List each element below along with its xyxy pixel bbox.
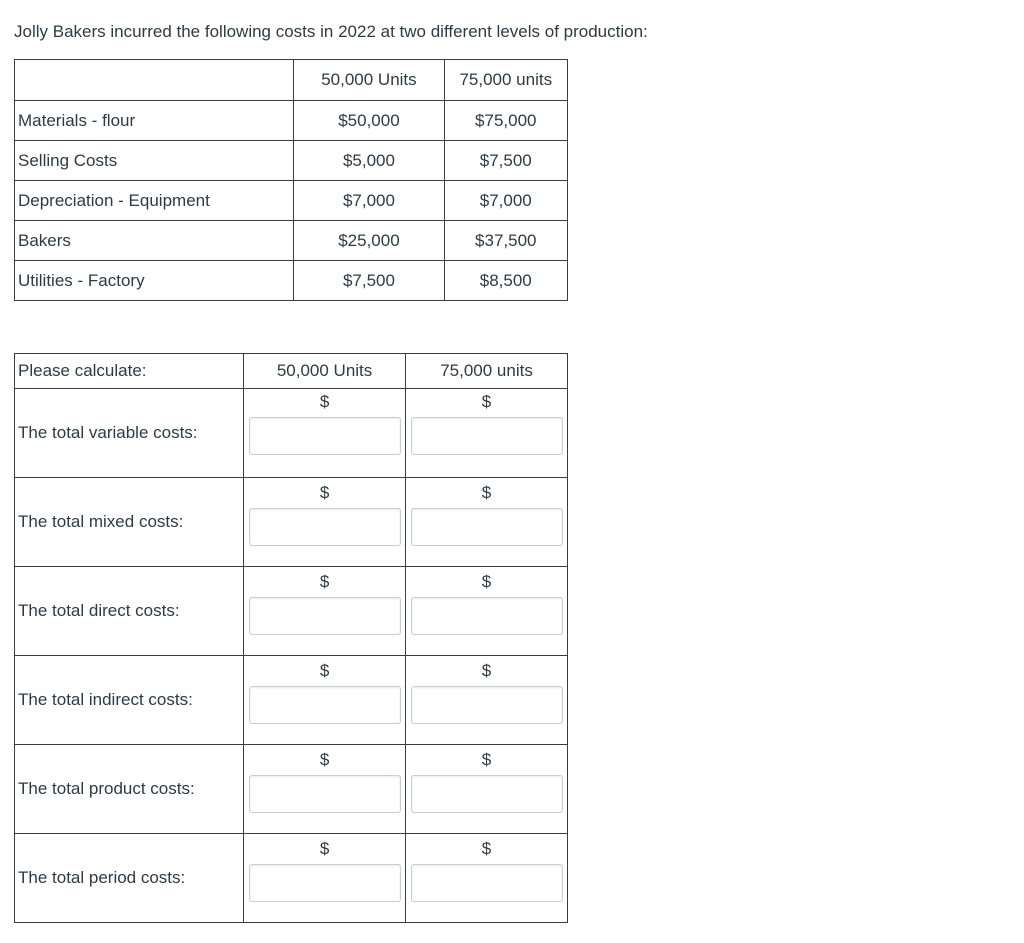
cost-label: Materials - flour (15, 101, 294, 141)
period-costs-75000-input[interactable] (411, 864, 563, 902)
table-row (15, 834, 568, 923)
answer-cell-75000 (406, 656, 568, 745)
dollar-sign: $ (319, 839, 330, 858)
calc-label-period: The total period costs: (15, 834, 244, 923)
cost-value-50000: $7,000 (294, 181, 444, 221)
answer-cell-50000 (244, 567, 406, 656)
dollar-sign: $ (481, 750, 492, 769)
cost-label: Selling Costs (15, 141, 294, 181)
mixed-costs-50000-input[interactable] (249, 508, 401, 546)
dollar-sign: $ (481, 839, 492, 858)
answer-cell-50000 (244, 389, 406, 478)
dollar-sign: $ (319, 750, 330, 769)
direct-costs-50000-input[interactable] (249, 597, 401, 635)
dollar-sign: $ (319, 572, 330, 591)
calc-label-product: The total product costs: (15, 745, 244, 834)
cost-header-50000: 50,000 Units (294, 60, 444, 101)
cost-value-50000: $25,000 (294, 221, 444, 261)
table-row (15, 478, 568, 567)
table-row (15, 567, 568, 656)
answer-cell-75000 (406, 567, 568, 656)
cost-value-50000: $7,500 (294, 261, 444, 301)
cost-header-75000: 75,000 units (444, 60, 567, 101)
dollar-sign: $ (319, 661, 330, 680)
calc-label-indirect: The total indirect costs: (15, 656, 244, 745)
cost-value-75000: $7,500 (444, 141, 567, 181)
calc-header-50000: 50,000 Units (244, 354, 406, 389)
cost-label: Utilities - Factory (15, 261, 294, 301)
cost-value-75000: $8,500 (444, 261, 567, 301)
table-row (15, 389, 568, 478)
cost-data-table (14, 59, 568, 301)
answer-cell-75000 (406, 389, 568, 478)
cost-label: Bakers (15, 221, 294, 261)
table-row (15, 656, 568, 745)
cost-value-50000: $5,000 (294, 141, 444, 181)
variable-costs-50000-input[interactable] (249, 417, 401, 455)
variable-costs-75000-input[interactable] (411, 417, 563, 455)
dollar-sign: $ (481, 572, 492, 591)
mixed-costs-75000-input[interactable] (411, 508, 563, 546)
indirect-costs-75000-input[interactable] (411, 686, 563, 724)
cost-value-75000: $75,000 (444, 101, 567, 141)
calc-header-75000: 75,000 units (406, 354, 568, 389)
cost-table-header-row (15, 60, 568, 101)
calc-table-header-row (15, 354, 568, 389)
table-row (15, 221, 568, 261)
cost-label: Depreciation - Equipment (15, 181, 294, 221)
answer-cell-50000 (244, 478, 406, 567)
table-row (15, 181, 568, 221)
period-costs-50000-input[interactable] (249, 864, 401, 902)
cost-value-50000: $50,000 (294, 101, 444, 141)
dollar-sign: $ (319, 392, 330, 411)
cost-header-blank (15, 60, 294, 101)
direct-costs-75000-input[interactable] (411, 597, 563, 635)
answer-cell-75000 (406, 834, 568, 923)
dollar-sign: $ (319, 483, 330, 502)
question-intro: Jolly Bakers incurred the following costs in 2022 at two different levels of production: (14, 22, 648, 41)
answer-cell-50000 (244, 656, 406, 745)
cost-value-75000: $7,000 (444, 181, 567, 221)
answer-cell-75000 (406, 478, 568, 567)
dollar-sign: $ (481, 483, 492, 502)
dollar-sign: $ (481, 392, 492, 411)
calc-label-direct: The total direct costs: (15, 567, 244, 656)
answer-cell-75000 (406, 745, 568, 834)
answer-cell-50000 (244, 834, 406, 923)
calc-header-prompt: Please calculate: (15, 354, 244, 389)
product-costs-50000-input[interactable] (249, 775, 401, 813)
table-row (15, 101, 568, 141)
calculation-table (14, 353, 568, 923)
table-row (15, 141, 568, 181)
calc-label-mixed: The total mixed costs: (15, 478, 244, 567)
dollar-sign: $ (481, 661, 492, 680)
table-row (15, 261, 568, 301)
product-costs-75000-input[interactable] (411, 775, 563, 813)
cost-value-75000: $37,500 (444, 221, 567, 261)
table-row (15, 745, 568, 834)
indirect-costs-50000-input[interactable] (249, 686, 401, 724)
answer-cell-50000 (244, 745, 406, 834)
calc-label-variable: The total variable costs: (15, 389, 244, 478)
